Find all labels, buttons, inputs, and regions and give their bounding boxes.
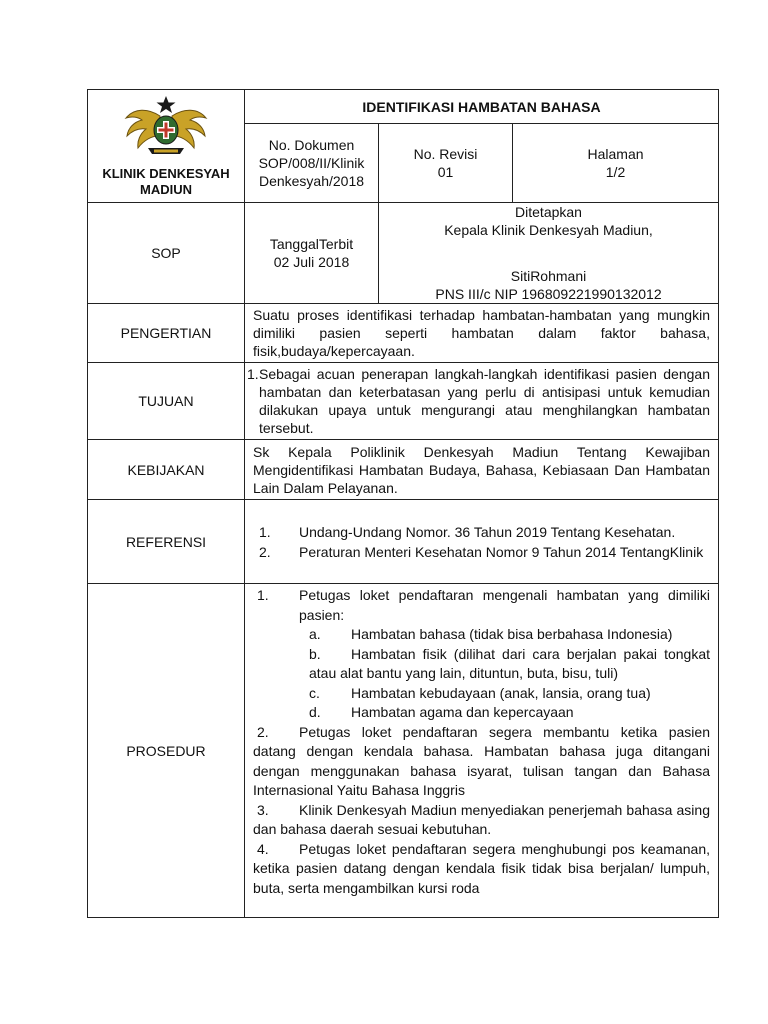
sop-document: [87, 89, 718, 918]
clinic-header-cell: [88, 90, 245, 203]
pengertian-text: Suatu proses identifikasi terhadap hambatan-hambatan yang mungkin dimiliki pasien seperti hambatan dalam faktor bahasa, fisik,budaya/kepercayaan.: [245, 304, 719, 363]
document-title: IDENTIFIKASI HAMBATAN BAHASA: [245, 90, 719, 124]
doc-number-value-1: SOP/008/II/Klinik: [258, 155, 365, 171]
tujuan-number: 1.: [247, 366, 259, 382]
page-label: Halaman: [587, 146, 644, 162]
prosedur-sub-c: c. Hambatan kebudayaan (anak, lansia, orang tua): [309, 684, 651, 701]
kebijakan-label: KEBIJAKAN: [88, 440, 245, 500]
pengertian-label: PENGERTIAN: [88, 304, 245, 363]
approval-cell: [379, 203, 719, 304]
prosedur-sub-d: d. Hambatan agama dan kepercayaan: [309, 704, 574, 720]
prosedur-label: PROSEDUR: [88, 584, 245, 918]
tujuan-text: Sebagai acuan penerapan langkah-langkah identifikasi pasien dengan hambatan dan keterbatasan yang perlu di antisipasi untuk kemudian dilakukan upaya untuk mengurangi atau menghilangkan hambatan tersebut.: [259, 366, 710, 436]
sop-table: [87, 89, 719, 918]
doc-number-label: No. Dokumen: [268, 137, 355, 153]
page-cell: [513, 124, 719, 203]
issue-date-value: 02 Juli 2018: [273, 254, 350, 270]
sop-label: SOP: [88, 203, 245, 304]
revision-cell: [379, 124, 513, 203]
clinic-head-title: Kepala Klinik Denkesyah Madiun,: [444, 222, 653, 238]
established-label: Ditetapkan: [515, 204, 582, 220]
revision-label: No. Revisi: [413, 146, 478, 162]
kebijakan-text: Sk Kepala Poliklinik Denkesyah Madiun Tentang Kewajiban Mengidentifikasi Hambatan Budaya, Bahasa, Kebiasaan Dan Hambatan Lain Dalam Pelayanan.: [245, 440, 719, 500]
referensi-cell: [245, 500, 719, 584]
prosedur-cell: [245, 584, 719, 918]
signer-name: SitiRohmani: [510, 268, 587, 284]
revision-value: 01: [437, 164, 454, 180]
issue-date-label: TanggalTerbit: [269, 236, 354, 252]
tujuan-cell: [245, 363, 719, 440]
referensi-label: REFERENSI: [88, 500, 245, 584]
army-health-emblem-icon: [88, 94, 244, 164]
prosedur-step-1: 1. Petugas loket pendaftaran mengenali hambatan yang dimiliki pasien:: [257, 587, 710, 623]
doc-number-cell: [245, 124, 379, 203]
page-value: 1/2: [605, 164, 626, 180]
prosedur-sub-a: a. Hambatan bahasa (tidak bisa berbahasa Indonesia): [309, 626, 673, 642]
issue-date-cell: [245, 203, 379, 304]
clinic-name: [88, 166, 244, 198]
prosedur-sub-b: b. Hambatan fisik (dilihat dari cara berjalan pakai tongkat atau alat bantu yang lain, dituntun, buta, bisu, tuli): [309, 645, 710, 681]
clinic-name-line1: KLINIK DENKESYAH: [102, 166, 230, 181]
clinic-name-line2: MADIUN: [140, 182, 192, 197]
prosedur-step-2: 2. Petugas loket pendaftaran segera membantu ketika pasien datang dengan kendala bahasa. Hambatan bahasa juga ditangani dengan menggunakan bahasa isyarat, tulisan tangan dan Bahasa Internasional Yaitu Bahasa Inggris: [253, 723, 710, 798]
signer-nip: PNS III/c NIP 196809221990132012: [435, 286, 662, 302]
tujuan-label: TUJUAN: [88, 363, 245, 440]
referensi-item: 2. Peraturan Menteri Kesehatan Nomor 9 Tahun 2014 TentangKlinik: [259, 543, 704, 560]
doc-number-value-2: Denkesyah/2018: [258, 173, 365, 189]
prosedur-step-4: 4. Petugas loket pendaftaran segera menghubungi pos keamanan, ketika pasien datang dengan kendala fisik tidak bisa berjalan/ lumpuh, buta, serta mengambilkan kursi roda: [253, 840, 710, 896]
referensi-item: 1. Undang-Undang Nomor. 36 Tahun 2019 Tentang Kesehatan.: [259, 523, 676, 540]
prosedur-step-3: 3. Klinik Denkesyah Madiun menyediakan penerjemah bahasa asing dan bahasa daerah sesuai kebutuhan.: [253, 801, 710, 837]
